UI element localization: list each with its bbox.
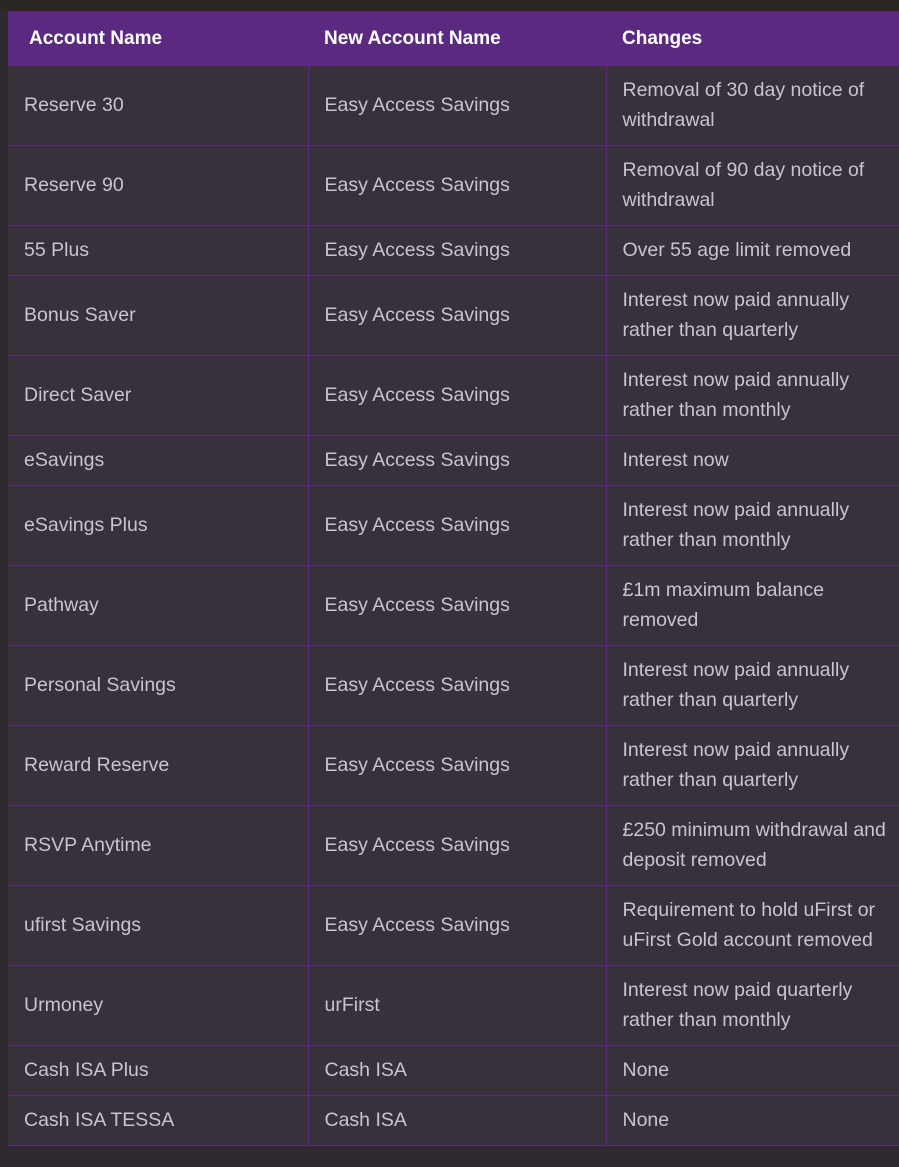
cell-new-account-name: Easy Access Savings [308, 646, 606, 726]
cell-account-name: Direct Saver [8, 356, 308, 436]
account-changes-table [8, 11, 899, 1146]
table-row [8, 1046, 899, 1096]
cell-new-account-name: Easy Access Savings [308, 356, 606, 436]
cell-changes: Interest now paid annually rather than monthly [606, 356, 899, 436]
top-strip [0, 0, 899, 11]
cell-account-name: eSavings Plus [8, 486, 308, 566]
cell-new-account-name: Easy Access Savings [308, 436, 606, 486]
table-row [8, 356, 899, 436]
cell-changes: £250 minimum withdrawal and deposit removed [606, 806, 899, 886]
cell-changes: None [606, 1046, 899, 1096]
cell-changes: Requirement to hold uFirst or uFirst Gold account removed [606, 886, 899, 966]
cell-new-account-name: Easy Access Savings [308, 806, 606, 886]
cell-new-account-name: Easy Access Savings [308, 726, 606, 806]
table-row [8, 146, 899, 226]
account-changes-table-wrap [8, 11, 899, 1146]
header-row [8, 11, 899, 66]
header-new-account-name: New Account Name [308, 11, 606, 66]
cell-new-account-name: Easy Access Savings [308, 276, 606, 356]
cell-new-account-name: Easy Access Savings [308, 66, 606, 146]
table-row [8, 726, 899, 806]
cell-account-name: Pathway [8, 566, 308, 646]
cell-new-account-name: Easy Access Savings [308, 886, 606, 966]
cell-changes: None [606, 1096, 899, 1146]
cell-account-name: Urmoney [8, 966, 308, 1046]
cell-account-name: Cash ISA TESSA [8, 1096, 308, 1146]
cell-account-name: Personal Savings [8, 646, 308, 726]
cell-account-name: ufirst Savings [8, 886, 308, 966]
cell-changes: £1m maximum balance removed [606, 566, 899, 646]
cell-new-account-name: urFirst [308, 966, 606, 1046]
cell-new-account-name: Easy Access Savings [308, 566, 606, 646]
table-row [8, 276, 899, 356]
header-account-name: Account Name [8, 11, 308, 66]
cell-account-name: Reward Reserve [8, 726, 308, 806]
table-header [8, 11, 899, 66]
table-row [8, 226, 899, 276]
cell-changes: Interest now paid annually rather than quarterly [606, 276, 899, 356]
table-row [8, 66, 899, 146]
cell-changes: Removal of 30 day notice of withdrawal [606, 66, 899, 146]
cell-changes: Interest now [606, 436, 899, 486]
table-row [8, 806, 899, 886]
cell-changes: Interest now paid annually rather than quarterly [606, 726, 899, 806]
cell-new-account-name: Easy Access Savings [308, 226, 606, 276]
table-row [8, 646, 899, 726]
cell-account-name: Bonus Saver [8, 276, 308, 356]
cell-account-name: RSVP Anytime [8, 806, 308, 886]
cell-new-account-name: Cash ISA [308, 1096, 606, 1146]
table-row [8, 486, 899, 566]
table-row [8, 886, 899, 966]
cell-changes: Over 55 age limit removed [606, 226, 899, 276]
cell-account-name: eSavings [8, 436, 308, 486]
cell-new-account-name: Easy Access Savings [308, 486, 606, 566]
table-body [8, 66, 899, 1146]
table-row [8, 966, 899, 1046]
cell-changes: Interest now paid quarterly rather than monthly [606, 966, 899, 1046]
header-changes: Changes [606, 11, 899, 66]
cell-changes: Interest now paid annually rather than monthly [606, 486, 899, 566]
cell-account-name: Cash ISA Plus [8, 1046, 308, 1096]
table-row [8, 1096, 899, 1146]
table-row [8, 566, 899, 646]
cell-new-account-name: Easy Access Savings [308, 146, 606, 226]
cell-account-name: 55 Plus [8, 226, 308, 276]
cell-new-account-name: Cash ISA [308, 1046, 606, 1096]
cell-account-name: Reserve 90 [8, 146, 308, 226]
cell-account-name: Reserve 30 [8, 66, 308, 146]
table-row [8, 436, 899, 486]
cell-changes: Interest now paid annually rather than quarterly [606, 646, 899, 726]
cell-changes: Removal of 90 day notice of withdrawal [606, 146, 899, 226]
